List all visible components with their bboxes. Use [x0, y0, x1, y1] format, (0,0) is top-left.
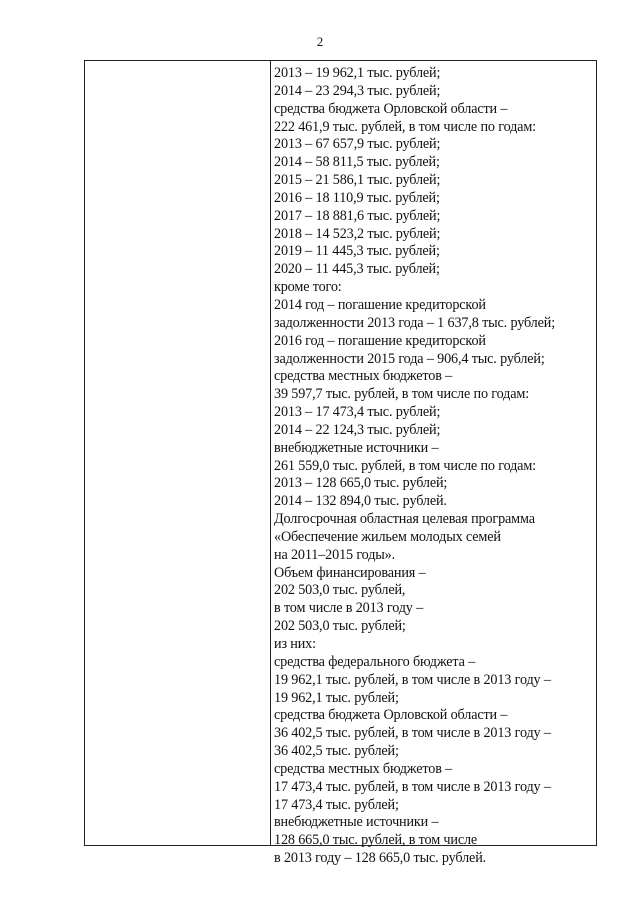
text-line: 2016 – 18 110,9 тыс. рублей;	[274, 189, 440, 206]
text-line: 19 962,1 тыс. рублей;	[274, 689, 399, 706]
text-line: 2018 – 14 523,2 тыс. рублей;	[274, 225, 441, 242]
page-number: 2	[316, 34, 324, 49]
text-line: Долгосрочная областная целевая программа	[274, 511, 535, 528]
text-line: 222 461,9 тыс. рублей, в том числе по годам:	[274, 118, 536, 135]
text-line: 2015 – 21 586,1 тыс. рублей;	[274, 172, 441, 189]
text-line: 17 473,4 тыс. рублей, в том числе в 2013 году –	[274, 778, 551, 795]
text-line: 36 402,5 тыс. рублей, в том числе в 2013 году –	[274, 725, 551, 742]
text-line: кроме того:	[274, 279, 342, 296]
column-divider	[270, 61, 271, 845]
text-line: 2013 – 19 962,1 тыс. рублей;	[274, 65, 441, 81]
text-line: 2014 – 22 124,3 тыс. рублей;	[274, 421, 441, 438]
program-table	[84, 60, 597, 867]
text-line: 2014 – 23 294,3 тыс. рублей;	[274, 82, 441, 99]
text-line: 2020 – 11 445,3 тыс. рублей;	[274, 261, 440, 278]
text-line: 128 665,0 тыс. рублей, в том числе	[274, 832, 478, 849]
text-line: средства федерального бюджета –	[274, 653, 476, 670]
text-line: на 2011–2015 годы».	[274, 546, 395, 563]
text-line: средства бюджета Орловской области –	[274, 707, 508, 724]
text-line: в том числе в 2013 году –	[274, 600, 424, 617]
right-cell	[274, 65, 592, 868]
left-cell	[85, 61, 270, 845]
text-line: 202 503,0 тыс. рублей,	[274, 582, 406, 599]
text-line: 2014 – 132 894,0 тыс. рублей.	[274, 493, 447, 510]
text-line: средства местных бюджетов –	[274, 760, 453, 777]
text-line: 17 473,4 тыс. рублей;	[274, 796, 399, 813]
text-line: задолженности 2015 года – 906,4 тыс. рублей;	[274, 350, 545, 367]
text-line: 2013 – 67 657,9 тыс. рублей;	[274, 136, 441, 153]
text-line: внебюджетные источники –	[274, 814, 439, 831]
text-line: в 2013 году – 128 665,0 тыс. рублей.	[274, 850, 487, 867]
text-line: 2013 – 128 665,0 тыс. рублей;	[274, 475, 448, 492]
text-line: 2014 – 58 811,5 тыс. рублей;	[274, 154, 440, 171]
text-line: 2013 – 17 473,4 тыс. рублей;	[274, 404, 441, 421]
text-line: 39 597,7 тыс. рублей, в том числе по годам:	[274, 386, 529, 403]
text-line: задолженности 2013 года – 1 637,8 тыс. рублей;	[274, 314, 555, 331]
text-line: Объем финансирования –	[274, 564, 426, 581]
text-line: 2017 – 18 881,6 тыс. рублей;	[274, 207, 441, 224]
text-line: 36 402,5 тыс. рублей;	[274, 743, 399, 760]
text-line: 2019 – 11 445,3 тыс. рублей;	[274, 243, 440, 260]
text-line: 261 559,0 тыс. рублей, в том числе по годам:	[274, 457, 536, 474]
text-line: средства местных бюджетов –	[274, 368, 453, 385]
text-line: средства бюджета Орловской области –	[274, 100, 508, 117]
text-line: 202 503,0 тыс. рублей;	[274, 618, 406, 635]
text-line: из них:	[274, 636, 316, 652]
text-line: 2014 год – погашение кредиторской	[274, 296, 486, 313]
text-line: «Обеспечение жильем молодых семей	[274, 528, 501, 545]
text-line: 19 962,1 тыс. рублей, в том числе в 2013 году –	[274, 671, 551, 688]
text-line: 2016 год – погашение кредиторской	[274, 332, 486, 349]
text-line: внебюджетные источники –	[274, 439, 439, 456]
